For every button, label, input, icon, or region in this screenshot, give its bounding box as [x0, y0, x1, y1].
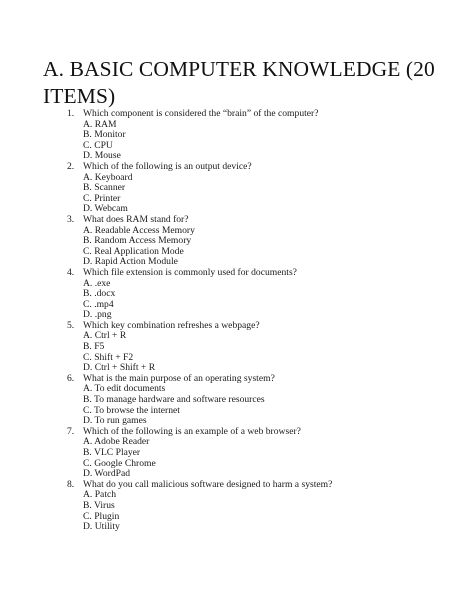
answer-options — [0, 490, 474, 532]
question-item — [0, 374, 474, 427]
question-number: 7. — [67, 425, 75, 437]
question-text: Which of the following is an example of a web browser? — [83, 425, 301, 437]
question-item — [0, 321, 474, 374]
question-number: 6. — [67, 372, 75, 384]
answer-option: D. To run games — [83, 415, 147, 427]
answer-option: C. Printer — [83, 192, 121, 204]
question-number: 1. — [67, 108, 75, 119]
question-item — [0, 215, 474, 268]
answer-option: A. .exe — [83, 277, 111, 289]
answer-options — [0, 437, 474, 479]
answer-option: D. Webcam — [83, 203, 128, 215]
question-list — [0, 109, 474, 533]
answer-option: A. Readable Access Memory — [83, 224, 195, 236]
answer-option: C. Plugin — [83, 510, 120, 522]
answer-option: D. WordPad — [83, 468, 131, 480]
question-item — [0, 480, 474, 533]
question-text: Which key combination refreshes a webpage? — [83, 319, 260, 331]
answer-option: D. Utility — [83, 521, 120, 533]
answer-options — [0, 331, 474, 373]
question-number: 3. — [67, 213, 75, 225]
question-item — [0, 109, 474, 162]
question-number: 5. — [67, 319, 75, 331]
page-title: A. BASIC COMPUTER KNOWLEDGE (20 ITEMS) — [43, 57, 435, 108]
question-text: Which of the following is an output device? — [83, 160, 252, 172]
answer-option: D. .png — [83, 309, 112, 321]
question-text: Which component is considered the “brain” of the computer? — [83, 108, 319, 119]
answer-option: A. To edit documents — [83, 383, 166, 395]
answer-option: A. Keyboard — [83, 171, 133, 183]
question-number: 8. — [67, 478, 75, 490]
question-text: What is the main purpose of an operating system? — [83, 372, 275, 384]
answer-option: A. Adobe Reader — [83, 436, 150, 448]
answer-option: D. Rapid Action Module — [83, 256, 178, 268]
answer-option: A. RAM — [83, 118, 117, 130]
question-item — [0, 268, 474, 321]
answer-options — [0, 384, 474, 426]
answer-option: B. Scanner — [83, 182, 126, 194]
answer-option: C. To browse the internet — [83, 404, 180, 416]
answer-option: C. Google Chrome — [83, 457, 156, 469]
answer-option: B. Virus — [83, 499, 115, 511]
answer-option: B. .docx — [83, 288, 116, 300]
answer-option: B. F5 — [83, 341, 105, 353]
answer-option: B. Random Access Memory — [83, 235, 192, 247]
question-item — [0, 427, 474, 480]
question-text: What does RAM stand for? — [83, 213, 189, 225]
answer-option: D. Ctrl + Shift + R — [83, 362, 156, 374]
answer-options — [0, 173, 474, 215]
answer-option: B. VLC Player — [83, 447, 141, 458]
question-number: 2. — [67, 160, 75, 172]
answer-option: D. Mouse — [83, 150, 121, 162]
question-number: 4. — [67, 266, 75, 278]
answer-option: C. .mp4 — [83, 298, 114, 310]
question-text: Which file extension is commonly used for documents? — [83, 266, 297, 278]
answer-options — [0, 226, 474, 268]
answer-option: B. Monitor — [83, 129, 126, 141]
answer-options — [0, 120, 474, 162]
answer-option: A. Ctrl + R — [83, 330, 127, 342]
question-item — [0, 162, 474, 215]
question-text: What do you call malicious software designed to harm a system? — [83, 478, 333, 490]
answer-option: B. To manage hardware and software resources — [83, 394, 265, 406]
answer-option: C. Shift + F2 — [83, 351, 134, 363]
answer-option: C. Real Application Mode — [83, 245, 184, 257]
answer-option: C. CPU — [83, 139, 113, 151]
answer-option: A. Patch — [83, 489, 117, 501]
answer-options — [0, 279, 474, 321]
